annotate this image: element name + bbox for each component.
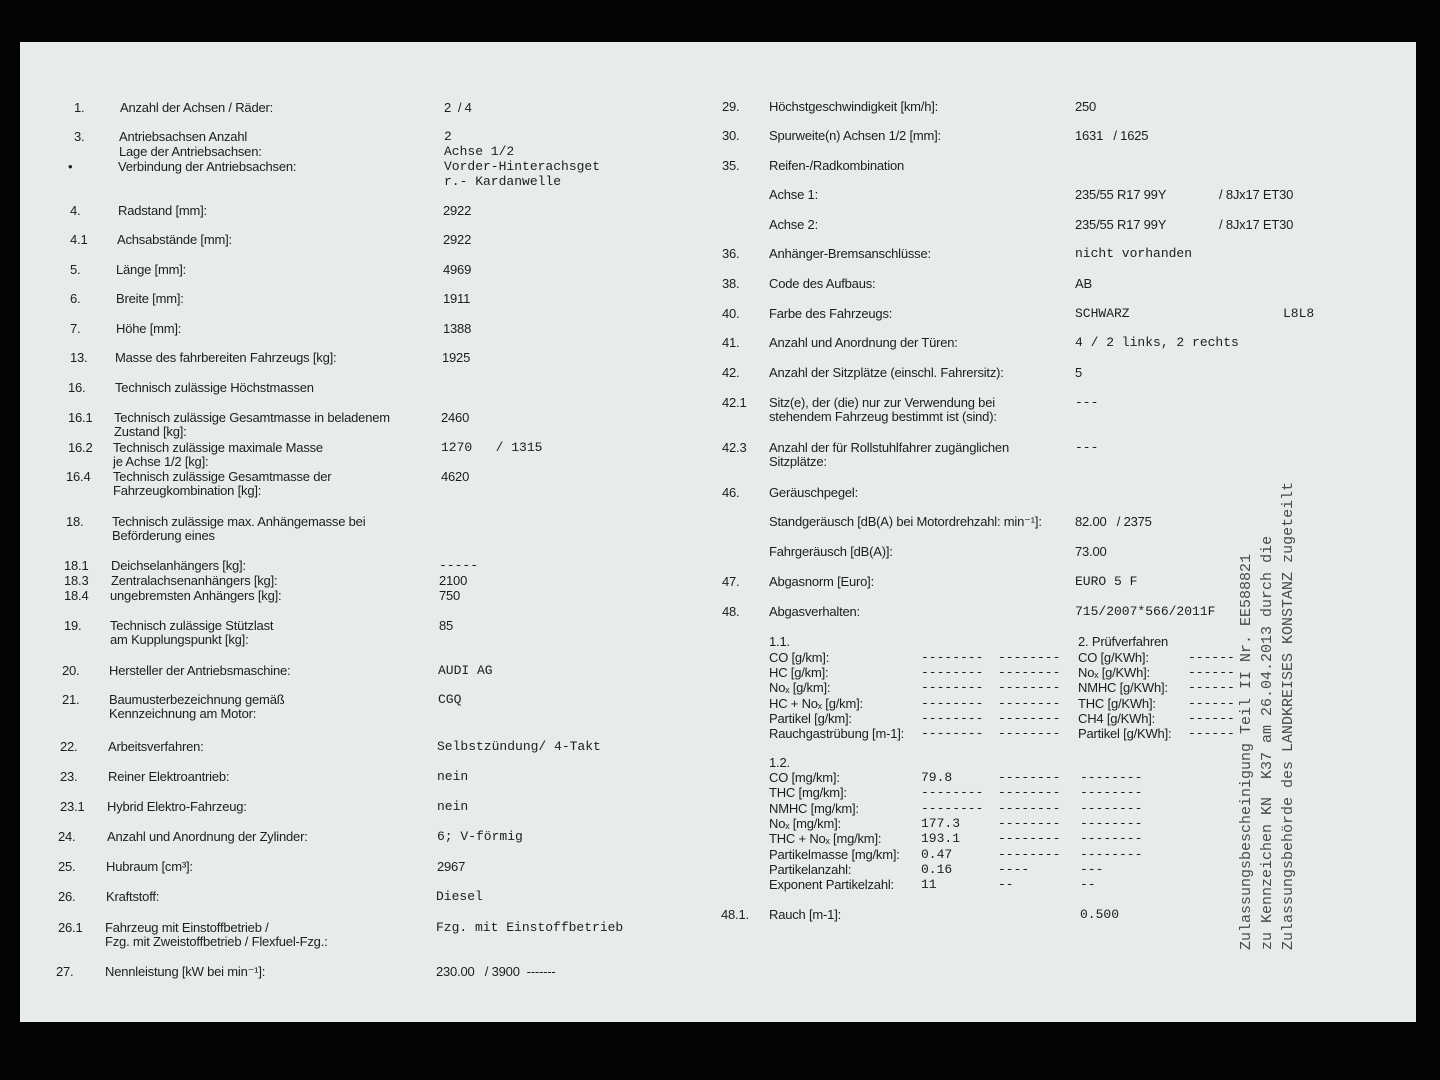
row-number: 20.	[62, 663, 80, 678]
row-label: Verbindung der Antriebsachsen:	[118, 159, 297, 174]
emission-value: --------	[921, 680, 984, 696]
row-value: Achse 1/2	[444, 144, 515, 159]
document-sheet	[20, 42, 1416, 1022]
row-value: AUDI AG	[438, 663, 493, 678]
stamp-line: Zulassungsbehörde des LANDKREISES KONSTANZ zugeteilt	[1280, 481, 1297, 950]
row-number: 18.1	[64, 558, 89, 573]
row-value: 2 / 4	[444, 100, 472, 115]
emission-value: ------	[1188, 665, 1235, 681]
row-value: r.- Kardanwelle	[444, 174, 562, 189]
row-label: Nennleistung [kW bei min⁻¹]:	[105, 964, 266, 979]
emission-label: Rauchgastrübung [m-1]:	[769, 726, 905, 741]
row-label: Kraftstoff:	[106, 889, 160, 904]
emission-value: ------	[1188, 650, 1235, 665]
row-number: 40.	[722, 306, 740, 321]
emission-value: --------	[921, 800, 984, 816]
row-label: Fzg. mit Zweistoffbetrieb / Flexfuel-Fzg.:	[105, 934, 328, 949]
row-value: -----	[439, 558, 479, 573]
row-number: 21.	[62, 692, 80, 707]
emission-value: --	[1080, 877, 1096, 893]
emission-value: --------	[998, 726, 1061, 741]
emission-value: 0.47	[921, 846, 953, 862]
emission-label: HC + Noₓ [g/km]:	[769, 695, 863, 711]
row-label: Rauch [m-1]:	[769, 907, 842, 922]
row-value: 2967	[437, 859, 466, 874]
row-number: 27.	[56, 964, 74, 979]
row-value: 750	[439, 588, 461, 603]
row-value: Fzg. mit Einstoffbetrieb	[436, 920, 624, 935]
row-number: 18.3	[64, 573, 89, 588]
row-label: Beförderung eines	[112, 528, 215, 543]
row-label: Code des Aufbaus:	[769, 276, 876, 291]
row-label: Spurweite(n) Achsen 1/2 [mm]:	[769, 128, 941, 143]
emission-label: Exponent Partikelzahl:	[769, 877, 894, 893]
emission-value: --------	[921, 785, 984, 801]
row-value: EURO 5 F	[1075, 574, 1138, 589]
emission-value: --------	[998, 695, 1061, 711]
row-value: AB	[1075, 276, 1092, 291]
row-number: 36.	[722, 246, 740, 261]
row-label: Anzahl der Achsen / Räder:	[120, 100, 274, 115]
emission-label: THC [g/KWh]:	[1078, 695, 1156, 711]
emission-value: --------	[921, 650, 984, 665]
row-number: 16.1	[68, 410, 93, 425]
row-label: Hubraum [cm³]:	[106, 859, 193, 874]
row-value: 2922	[443, 203, 472, 218]
row-number: 41.	[722, 335, 740, 350]
emission-value: 11	[921, 877, 937, 893]
row-number: 1.	[74, 100, 85, 115]
row-value: 250	[1075, 99, 1097, 114]
row-number: 7.	[70, 321, 81, 336]
row-value: Vorder-Hinterachsget	[444, 159, 601, 174]
row-number: 18.	[66, 514, 84, 529]
row-label: stehendem Fahrzeug bestimmt ist (sind):	[769, 409, 997, 424]
row-number: 48.	[722, 604, 740, 619]
row-number: 3.	[74, 129, 85, 144]
row-label: Hersteller der Antriebsmaschine:	[109, 663, 291, 678]
row-label: Anzahl der für Rollstuhlfahrer zugänglichen	[769, 440, 1009, 455]
row-number: 16.4	[66, 469, 91, 484]
row-label: Sitzplätze:	[769, 454, 827, 469]
row-value: 1270 / 1315	[441, 440, 543, 455]
row-value: 82.00 / 2375	[1075, 514, 1152, 529]
row-value: CGQ	[438, 692, 462, 707]
row-value: 85	[439, 618, 454, 633]
emission-value: ----	[998, 861, 1030, 877]
row-label: Deichselanhängers [kg]:	[111, 558, 246, 573]
row-number: 24.	[58, 829, 76, 844]
row-value: 2100	[439, 573, 468, 588]
row-number: 19.	[64, 618, 82, 633]
emission-value: ------	[1188, 680, 1235, 696]
emission-label: Noₓ [mg/km]:	[769, 815, 841, 831]
emission-value: --------	[998, 680, 1061, 696]
row-label: Kennzeichnung am Motor:	[109, 706, 257, 721]
emission-label: Noₓ [g/KWh]:	[1078, 665, 1150, 681]
stamp-line: Zulassungsbescheinigung Teil II Nr. EE588821	[1238, 553, 1255, 950]
row-value: SCHWARZ	[1075, 306, 1130, 321]
emission-value: --------	[1080, 815, 1143, 831]
emission-value: --------	[921, 726, 984, 741]
row-extra: L8L8	[1283, 306, 1315, 321]
section-heading: 2. Prüfverfahren	[1078, 634, 1169, 649]
emission-value: --------	[998, 831, 1061, 847]
emission-label: Partikelmasse [mg/km]:	[769, 846, 900, 862]
row-value: nicht vorhanden	[1075, 246, 1193, 261]
row-extra: / 8Jx17 ET30	[1219, 187, 1294, 202]
row-number: 47.	[722, 574, 740, 589]
row-number: 26.1	[58, 920, 83, 935]
emission-value: --------	[1080, 846, 1143, 862]
row-number: 16.	[68, 380, 86, 395]
row-number: 16.2	[68, 440, 93, 455]
row-label: Standgeräusch [dB(A) bei Motordrehzahl: min⁻¹]:	[769, 514, 1042, 529]
row-value: 715/2007*566/2011F	[1075, 604, 1216, 619]
emission-value: --------	[1080, 800, 1143, 816]
row-value: 230.00 / 3900 -------	[436, 964, 556, 979]
row-number: 4.	[70, 203, 81, 218]
row-number: 22.	[60, 739, 78, 754]
emission-value: --------	[998, 770, 1061, 785]
row-label: Masse des fahrbereiten Fahrzeugs [kg]:	[115, 350, 337, 365]
row-number: •	[68, 159, 73, 174]
row-label: Geräuschpegel:	[769, 485, 858, 500]
emission-value: --------	[1080, 831, 1143, 847]
emission-value: 79.8	[921, 770, 953, 785]
emission-value: ---	[1080, 861, 1104, 877]
row-value: 235/55 R17 99Y	[1075, 217, 1167, 232]
emission-value: --------	[1080, 785, 1143, 801]
row-number: 42.	[722, 365, 740, 380]
row-label: je Achse 1/2 [kg]:	[113, 454, 209, 469]
emission-value: --------	[998, 665, 1061, 681]
emission-value: --------	[998, 785, 1061, 801]
row-label: Achse 2:	[769, 217, 818, 232]
row-number: 13.	[70, 350, 88, 365]
emission-value: 177.3	[921, 815, 961, 831]
emission-label: THC [mg/km]:	[769, 785, 847, 801]
emission-label: CO [g/KWh]:	[1078, 650, 1149, 665]
row-value: 2	[444, 129, 452, 144]
row-number: 30.	[722, 128, 740, 143]
row-label: Hybrid Elektro-Fahrzeug:	[107, 799, 247, 814]
row-number: 46.	[722, 485, 740, 500]
row-label: Fahrzeug mit Einstoffbetrieb /	[105, 920, 269, 935]
row-value: 1911	[443, 291, 471, 306]
row-number: 42.3	[722, 440, 747, 455]
emission-value: --------	[921, 665, 984, 681]
row-label: Anzahl der Sitzplätze (einschl. Fahrersitz):	[769, 365, 1004, 380]
row-label: Anzahl und Anordnung der Türen:	[769, 335, 958, 350]
emission-label: HC [g/km]:	[769, 665, 829, 681]
emission-value: 0.16	[921, 861, 953, 877]
row-value: ---	[1075, 395, 1099, 410]
row-label: Lage der Antriebsachsen:	[119, 144, 262, 159]
row-value: 6; V-förmig	[437, 829, 523, 844]
emission-value: --------	[921, 710, 984, 726]
row-label: Zentralachsenanhängers [kg]:	[111, 573, 278, 588]
row-label: Farbe des Fahrzeugs:	[769, 306, 893, 321]
row-label: Antriebsachsen Anzahl	[119, 129, 248, 144]
stamp-line: zu Kennzeichen KN K37 am 26.04.2013 durch die	[1259, 535, 1276, 950]
row-label: ungebremsten Anhängers [kg]:	[110, 588, 282, 603]
emission-value: ------	[1188, 710, 1235, 726]
row-label: Länge [mm]:	[116, 262, 187, 277]
emission-value: --------	[998, 815, 1061, 831]
emission-value: --	[998, 877, 1014, 893]
row-label: Technisch zulässige Gesamtmasse der	[113, 469, 332, 484]
row-label: Radstand [mm]:	[118, 203, 207, 218]
row-number: 35.	[722, 158, 740, 173]
emission-label: NMHC [mg/km]:	[769, 800, 859, 816]
row-label: Zustand [kg]:	[114, 424, 187, 439]
emission-value: ------	[1188, 695, 1235, 711]
row-label: Reifen-/Radkombination	[769, 158, 905, 173]
emission-value: --------	[998, 710, 1061, 726]
section-heading: 1.2.	[769, 755, 790, 770]
row-number: 5.	[70, 262, 81, 277]
row-label: Achse 1:	[769, 187, 818, 202]
row-value: 1631 / 1625	[1075, 128, 1149, 143]
row-extra: / 8Jx17 ET30	[1219, 217, 1294, 232]
emission-label: Partikelanzahl:	[769, 861, 852, 877]
row-label: Arbeitsverfahren:	[108, 739, 204, 754]
row-label: Technisch zulässige maximale Masse	[113, 440, 323, 455]
row-number: 26.	[58, 889, 76, 904]
row-value: Selbstzündung/ 4-Takt	[437, 739, 601, 754]
emission-value: --------	[998, 800, 1061, 816]
row-value: 4620	[441, 469, 470, 484]
emission-label: CO [mg/km]:	[769, 770, 840, 785]
emission-value: --------	[998, 846, 1061, 862]
row-label: Sitz(e), der (die) nur zur Verwendung bei	[769, 395, 995, 410]
row-number: 48.1.	[721, 907, 749, 922]
row-number: 6.	[70, 291, 81, 306]
row-label: Abgasnorm [Euro]:	[769, 574, 874, 589]
emission-label: CO [g/km]:	[769, 650, 830, 665]
emission-label: Partikel [g/km]:	[769, 710, 852, 726]
row-value: 2922	[443, 232, 472, 247]
row-value: 1925	[442, 350, 471, 365]
row-number: 38.	[722, 276, 740, 291]
row-label: Anzahl und Anordnung der Zylinder:	[107, 829, 308, 844]
row-number: 23.1	[60, 799, 85, 814]
row-value: 2460	[441, 410, 470, 425]
row-value: Diesel	[436, 889, 483, 904]
row-value: 5	[1075, 365, 1083, 380]
row-label: Technisch zulässige max. Anhängemasse bei	[112, 514, 366, 529]
row-label: Reiner Elektroantrieb:	[108, 769, 230, 784]
emission-value: ------	[1188, 726, 1235, 741]
row-number: 18.4	[64, 588, 89, 603]
row-label: Technisch zulässige Stützlast	[110, 618, 274, 633]
row-label: am Kupplungspunkt [kg]:	[110, 632, 249, 647]
emission-value: --------	[998, 650, 1061, 665]
row-label: Breite [mm]:	[116, 291, 184, 306]
emission-label: CH4 [g/KWh]:	[1078, 710, 1156, 726]
row-number: 29.	[722, 99, 740, 114]
emission-label: NMHC [g/KWh]:	[1078, 680, 1168, 696]
emission-label: Noₓ [g/km]:	[769, 680, 831, 696]
row-number: 25.	[58, 859, 76, 874]
row-label: Baumusterbezeichnung gemäß	[109, 692, 285, 707]
row-label: Technisch zulässige Höchstmassen	[115, 380, 314, 395]
row-value: 4969	[443, 262, 472, 277]
emission-label: THC + Noₓ [mg/km]:	[769, 831, 882, 847]
row-value: 235/55 R17 99Y	[1075, 187, 1167, 202]
row-label: Höhe [mm]:	[116, 321, 182, 336]
row-label: Achsabstände [mm]:	[117, 232, 232, 247]
row-number: 42.1	[722, 395, 747, 410]
row-label: Fahrzeugkombination [kg]:	[113, 483, 262, 498]
section-heading: 1.1.	[769, 634, 790, 649]
emission-label: Partikel [g/KWh]:	[1078, 726, 1172, 741]
emission-value: --------	[921, 695, 984, 711]
emission-value: 193.1	[921, 831, 961, 847]
row-value: 73.00	[1075, 544, 1107, 559]
row-label: Abgasverhalten:	[769, 604, 860, 619]
row-label: Fahrgeräusch [dB(A)]:	[769, 544, 893, 559]
emission-value: --------	[1080, 770, 1143, 785]
row-value: 0.500	[1080, 907, 1120, 922]
row-value: nein	[437, 769, 469, 784]
row-value: nein	[437, 799, 469, 814]
row-label: Technisch zulässige Gesamtmasse in beladenem	[114, 410, 390, 425]
row-value: 4 / 2 links, 2 rechts	[1075, 335, 1239, 350]
row-number: 4.1	[70, 232, 88, 247]
row-number: 23.	[60, 769, 78, 784]
row-value: ---	[1075, 440, 1099, 455]
row-label: Anhänger-Bremsanschlüsse:	[769, 246, 931, 261]
row-value: 1388	[443, 321, 472, 336]
row-label: Höchstgeschwindigkeit [km/h]:	[769, 99, 939, 114]
